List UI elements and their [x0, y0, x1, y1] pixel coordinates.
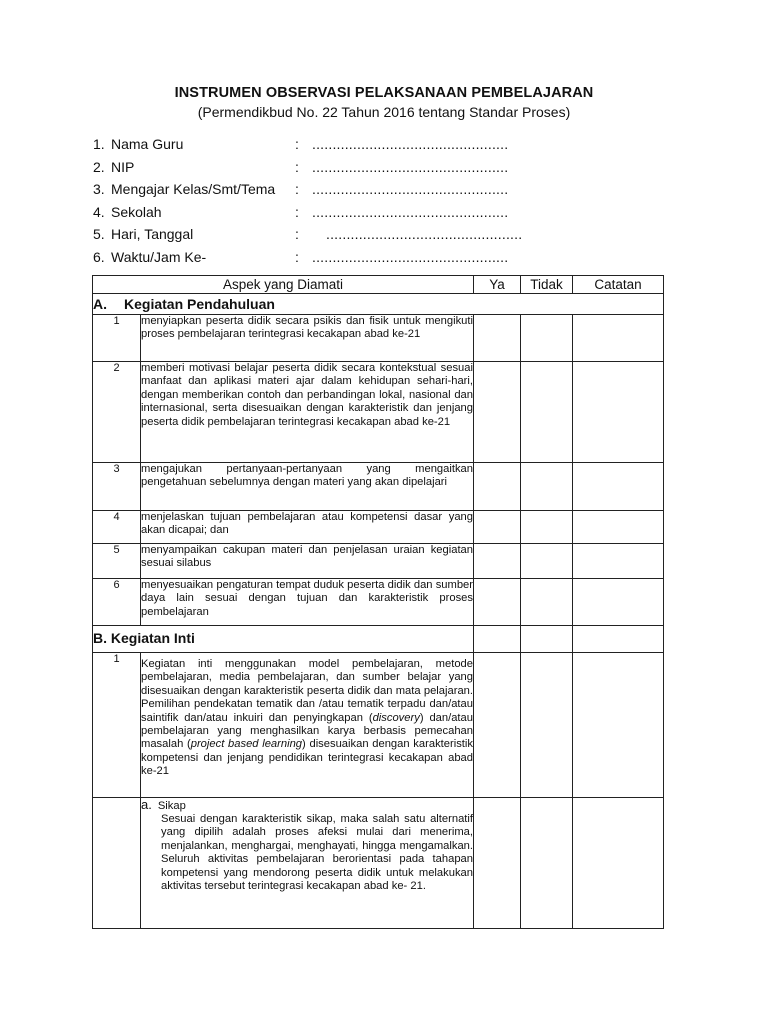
- header-catatan: Catatan: [573, 276, 664, 294]
- catatan-cell[interactable]: [573, 544, 664, 579]
- field-blank: ................................................: [312, 248, 509, 265]
- field-colon: :: [295, 136, 299, 152]
- catatan-cell[interactable]: [573, 626, 664, 653]
- catatan-cell[interactable]: [573, 653, 664, 798]
- row-number: 3: [93, 463, 141, 511]
- document-subtitle: (Permendikbud No. 22 Tahun 2016 tentang Standar Proses): [197, 104, 571, 120]
- tidak-cell[interactable]: [521, 362, 573, 463]
- table-row: [93, 315, 664, 362]
- field-number: 5.: [93, 226, 105, 243]
- table-header-row: [93, 276, 664, 294]
- section-a-row: [93, 294, 664, 315]
- field-blank: ................................................: [312, 158, 509, 175]
- ya-cell[interactable]: [474, 511, 521, 544]
- row-description: [141, 653, 474, 798]
- ya-cell[interactable]: [474, 315, 521, 362]
- field-colon: :: [295, 158, 299, 175]
- section-title: Kegiatan Pendahuluan: [124, 296, 275, 312]
- field-number: 4.: [93, 203, 105, 220]
- header-ya: Ya: [474, 276, 521, 294]
- field-label: Nama Guru: [111, 136, 184, 152]
- sub-item-heading: [141, 798, 473, 813]
- row-description: menyiapkan peserta didik secara psikis dan fisik untuk mengikuti proses pembelajaran terintegrasi kecakapan abad ke-21: [141, 315, 474, 362]
- document-title: INSTRUMEN OBSERVASI PELAKSANAAN PEMBELAJARAN: [174, 85, 594, 101]
- desc-text: Kegiatan inti menggunakan model pembelajaran, metode pembelajaran, media pembelajaran, dan sumber belajar yang disesuaikan dengan karakteristik peserta didik dan mata pelajaran. Pemilihan pendekatan tematik dan /atau tematik terpadu dan/atau saintifik dan/atau inkuiri dan penyingkapan (: [141, 658, 473, 724]
- row-description: [141, 798, 474, 929]
- catatan-cell[interactable]: [573, 579, 664, 626]
- row-number: 2: [93, 362, 141, 463]
- field-label: Mengajar Kelas/Smt/Tema: [111, 181, 276, 198]
- field-number: 2.: [93, 158, 105, 175]
- catatan-cell[interactable]: [573, 463, 664, 511]
- table-row: [93, 362, 664, 463]
- tidak-cell[interactable]: [521, 544, 573, 579]
- field-blank: ................................................: [312, 181, 509, 198]
- catatan-cell[interactable]: [573, 511, 664, 544]
- tidak-cell[interactable]: [521, 653, 573, 798]
- catatan-cell[interactable]: [573, 315, 664, 362]
- row-number: 4: [93, 511, 141, 544]
- field-mengajar-kelas: [93, 181, 693, 204]
- sub-item-title: Sikap: [157, 800, 186, 812]
- field-sekolah: [93, 204, 693, 227]
- field-colon: :: [295, 226, 299, 243]
- tidak-cell[interactable]: [521, 579, 573, 626]
- ya-cell[interactable]: [474, 463, 521, 511]
- table-row: [93, 544, 664, 579]
- row-description: memberi motivasi belajar peserta didik secara kontekstual sesuai manfaat dan aplikasi materi ajar dalam kehidupan sehari-hari, dengan memberikan contoh dan perbandingan lokal, nasional dan internasional, serta disesuaikan dengan karakteristik dan jenjang peserta didik pembelajaran terintegrasi kecakapan abad ke-21: [141, 362, 474, 463]
- header-tidak: Tidak: [521, 276, 573, 294]
- field-colon: :: [295, 248, 299, 265]
- desc-text: ) dan/atau pembelajaran yang menghasilkan karya berbasis pemecahan masalah (: [141, 711, 473, 751]
- desc-text: ) disesuaikan dengan karakteristik kompetensi dan jenjang pendidikan terintegrasi kecakapan abad ke-21: [141, 738, 473, 778]
- ya-cell[interactable]: [474, 579, 521, 626]
- row-number: 6: [93, 579, 141, 626]
- table-row: [93, 653, 664, 798]
- field-waktu-jam: [93, 249, 693, 272]
- ya-cell[interactable]: [474, 362, 521, 463]
- row-description: menyesuaikan pengaturan tempat duduk peserta didik dan sumber daya lain sesuai dengan tujuan dan karakteristik proses pembelajaran: [141, 579, 474, 626]
- field-blank: ................................................: [312, 136, 509, 152]
- catatan-cell[interactable]: [573, 362, 664, 463]
- observation-table: [92, 275, 664, 929]
- table-row: [93, 579, 664, 626]
- field-colon: :: [295, 181, 299, 198]
- field-hari-tanggal: [93, 226, 693, 249]
- sub-item-text: Sesuai dengan karakteristik sikap, maka salah satu alternatif yang dipilih adalah proses afeksi mulai dari menerima, menjalankan, menghargai, menghayati, hingga mengamalkan. Seluruh aktivitas pembelajaran berorientasi pada tahapan kompetensi yang mendorong peserta didik untuk melakukan aktivitas tersebut terintegrasi kecakapan abad ke- 21.: [161, 813, 473, 893]
- row-description: menyampaikan cakupan materi dan penjelasan uraian kegiatan sesuai silabus: [141, 544, 474, 579]
- tidak-cell[interactable]: [521, 463, 573, 511]
- row-description: menjelaskan tujuan pembelajaran atau kompetensi dasar yang akan dicapai; dan: [141, 511, 474, 544]
- row-number: 1: [93, 315, 141, 362]
- ya-cell[interactable]: [474, 798, 521, 929]
- field-nama-guru: [93, 136, 693, 159]
- field-nip: [93, 159, 693, 182]
- field-blank: ................................................: [312, 203, 509, 220]
- catatan-cell[interactable]: [573, 798, 664, 929]
- tidak-cell[interactable]: [521, 798, 573, 929]
- ya-cell[interactable]: [474, 653, 521, 798]
- section-letter: A.: [93, 296, 107, 312]
- table-row: [93, 798, 664, 929]
- desc-italic-discovery: discovery: [372, 711, 420, 724]
- row-description: mengajukan pertanyaan-pertanyaan yang mengaitkan pengetahuan sebelumnya dengan materi yang akan dipelajari: [141, 463, 474, 511]
- table-row: [93, 463, 664, 511]
- row-number-empty: [93, 798, 141, 929]
- row-number: 1: [93, 653, 141, 798]
- field-blank: ................................................: [326, 226, 523, 243]
- ya-cell[interactable]: [474, 626, 521, 653]
- identity-fields: [93, 136, 693, 272]
- field-number: 1.: [93, 136, 105, 152]
- header-aspek: Aspek yang Diamati: [93, 276, 474, 294]
- table-row: [93, 511, 664, 544]
- ya-cell[interactable]: [474, 544, 521, 579]
- tidak-cell[interactable]: [521, 626, 573, 653]
- section-a-heading: [93, 294, 664, 315]
- row-number: 5: [93, 544, 141, 579]
- sub-item-letter: a.: [141, 797, 152, 812]
- field-label: NIP: [111, 158, 135, 175]
- field-label: Hari, Tanggal: [111, 226, 194, 243]
- field-label: Sekolah: [111, 203, 162, 220]
- field-colon: :: [295, 203, 299, 220]
- tidak-cell[interactable]: [521, 511, 573, 544]
- section-b-heading: B. Kegiatan Inti: [93, 626, 474, 653]
- section-b-row: [93, 626, 664, 653]
- desc-italic-pbl: project based learning: [190, 738, 303, 751]
- field-number: 6.: [93, 248, 105, 265]
- tidak-cell[interactable]: [521, 315, 573, 362]
- field-number: 3.: [93, 181, 105, 198]
- field-label: Waktu/Jam Ke-: [111, 248, 207, 265]
